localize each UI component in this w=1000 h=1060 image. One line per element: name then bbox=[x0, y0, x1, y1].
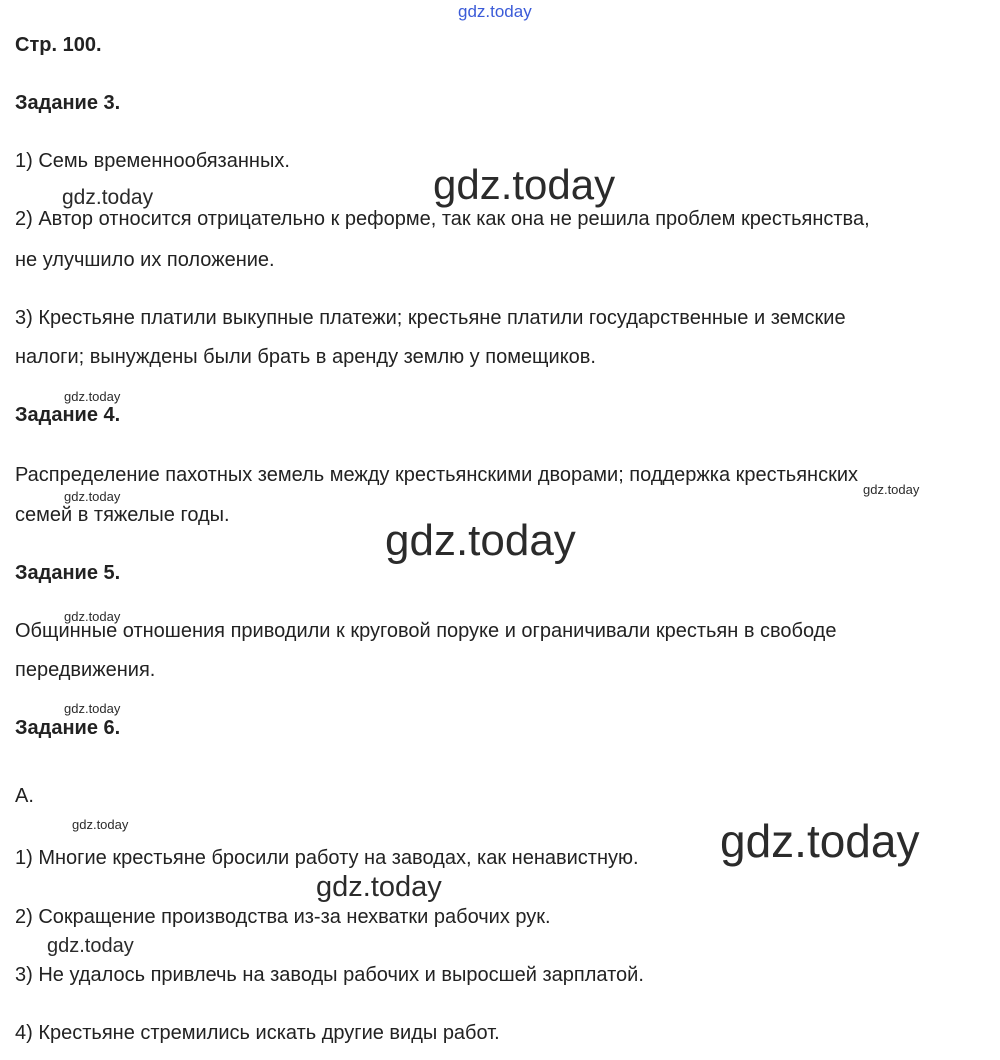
watermark: gdz.today bbox=[863, 482, 920, 497]
watermark: gdz.today bbox=[433, 161, 616, 208]
task-4-line: Распределение пахотных земель между крестьянскими дворами; поддержка крестьянских bbox=[15, 464, 859, 486]
task-5-line: передвижения. bbox=[15, 659, 156, 681]
task-5-line: Общинные отношения приводили к круговой поруке и ограничивали крестьян в свободе bbox=[15, 620, 837, 642]
task-6-title: Задание 6. bbox=[15, 717, 121, 739]
task-6-line: 1) Многие крестьяне бросили работу на заводах, как ненавистную. bbox=[15, 847, 639, 869]
watermark: gdz.today bbox=[720, 815, 920, 867]
watermark: gdz.today bbox=[64, 489, 121, 504]
watermark: gdz.today bbox=[47, 935, 134, 957]
task-3-line: 2) Автор относится отрицательно к реформе, так как она не решила проблем крестьянства, bbox=[15, 208, 870, 230]
task-4-title: Задание 4. bbox=[15, 404, 121, 426]
task-3-title: Задание 3. bbox=[15, 92, 121, 114]
watermark: gdz.today bbox=[458, 2, 532, 21]
watermark: gdz.today bbox=[62, 186, 154, 209]
task-6-line: А. bbox=[15, 785, 34, 807]
watermark: gdz.today bbox=[64, 701, 121, 716]
watermark: gdz.today bbox=[385, 516, 576, 565]
task-4-line: семей в тяжелые годы. bbox=[15, 504, 230, 526]
watermark: gdz.today bbox=[316, 871, 442, 903]
task-3-line: 3) Крестьяне платили выкупные платежи; крестьяне платили государственные и земские bbox=[15, 307, 846, 329]
watermark: gdz.today bbox=[64, 389, 121, 404]
task-3-line: не улучшило их положение. bbox=[15, 249, 275, 271]
watermark: gdz.today bbox=[64, 609, 121, 624]
task-5-title: Задание 5. bbox=[15, 562, 121, 584]
task-6-line: 2) Сокращение производства из-за нехватки рабочих рук. bbox=[15, 906, 551, 928]
task-6-line: 4) Крестьяне стремились искать другие виды работ. bbox=[15, 1022, 500, 1044]
page-number: Стр. 100. bbox=[15, 34, 102, 56]
task-3-line: налоги; вынуждены были брать в аренду землю у помещиков. bbox=[15, 346, 596, 368]
task-6-line: 3) Не удалось привлечь на заводы рабочих и выросшей зарплатой. bbox=[15, 964, 644, 986]
watermark: gdz.today bbox=[72, 817, 129, 832]
task-3-line: 1) Семь временнообязанных. bbox=[15, 150, 290, 172]
